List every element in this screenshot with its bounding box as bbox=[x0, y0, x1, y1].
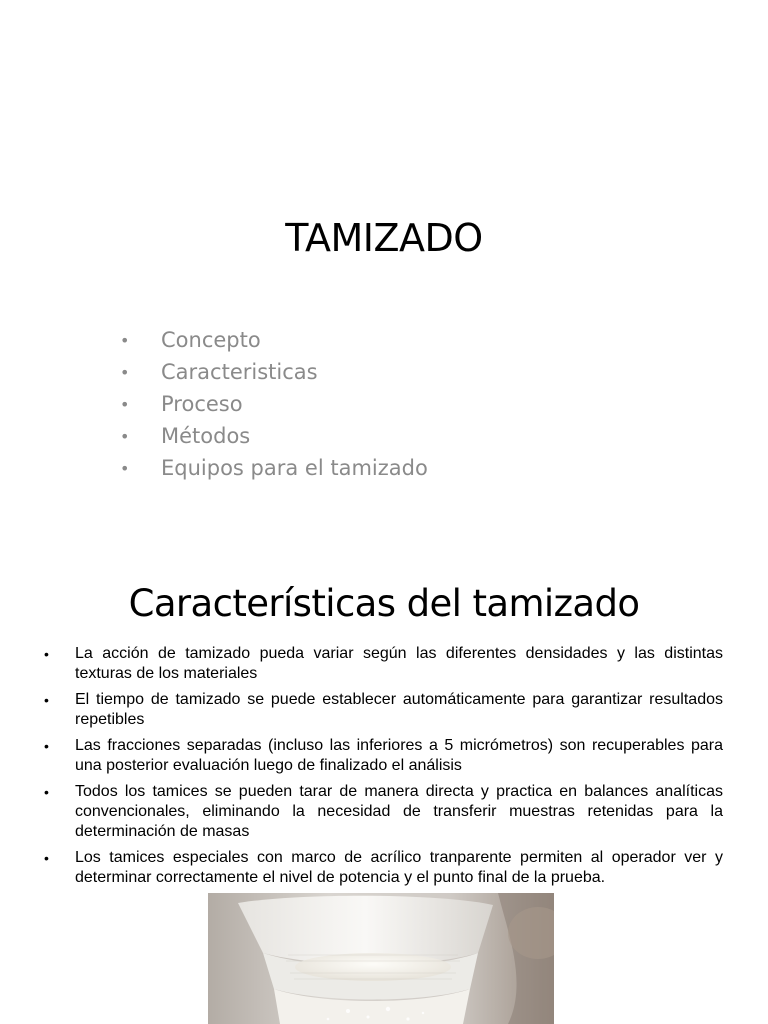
bullet-icon: • bbox=[120, 458, 130, 478]
list-item bbox=[120, 356, 428, 388]
slide-caracteristicas bbox=[0, 576, 768, 1024]
bullet-icon: • bbox=[44, 738, 49, 754]
list-item bbox=[120, 452, 428, 484]
feature-text: El tiempo de tamizado se puede establecer automáticamente para garantizar resultados repetibles bbox=[75, 691, 723, 728]
bullet-icon: • bbox=[120, 330, 130, 350]
topic-label: Métodos bbox=[161, 424, 251, 448]
bullet-icon: • bbox=[44, 692, 49, 708]
bullet-icon: • bbox=[120, 362, 130, 382]
topic-label: Caracteristicas bbox=[161, 360, 318, 384]
feature-list bbox=[44, 644, 723, 894]
bullet-icon: • bbox=[44, 646, 49, 662]
list-item bbox=[44, 736, 723, 776]
list-item bbox=[120, 420, 428, 452]
topic-label: Equipos para el tamizado bbox=[161, 456, 428, 480]
list-item bbox=[44, 782, 723, 842]
feature-text: La acción de tamizado pueda variar según las diferentes densidades y las distintas texturas de los materiales bbox=[75, 645, 723, 682]
sieve-photo bbox=[208, 893, 554, 1024]
bullet-icon: • bbox=[44, 850, 49, 866]
bullet-icon: • bbox=[120, 394, 130, 414]
bullet-icon: • bbox=[44, 784, 49, 800]
list-item bbox=[120, 388, 428, 420]
slide-title: TAMIZADO bbox=[285, 216, 483, 260]
topic-label: Concepto bbox=[161, 328, 261, 352]
feature-text: Todos los tamices se pueden tarar de manera directa y practica en balances analíticas convencionales, eliminando la necesidad de transferir muestras retenidas para la determinación de masas bbox=[75, 783, 723, 840]
bullet-icon: • bbox=[120, 426, 130, 446]
feature-text: Las fracciones separadas (incluso las inferiores a 5 micrómetros) son recuperables para una posterior evaluación luego de finalizado el análisis bbox=[75, 737, 723, 774]
list-item bbox=[44, 690, 723, 730]
list-item bbox=[44, 848, 723, 888]
feature-text: Los tamices especiales con marco de acrílico tranparente permiten al operador ver y determinar correctamente el nivel de potencia y el punto final de la prueba. bbox=[75, 849, 723, 886]
slide-title: Características del tamizado bbox=[128, 582, 640, 625]
sieve-illustration bbox=[208, 893, 554, 1024]
topic-label: Proceso bbox=[161, 392, 243, 416]
list-item bbox=[120, 324, 428, 356]
list-item bbox=[44, 644, 723, 684]
topic-list bbox=[120, 324, 428, 484]
